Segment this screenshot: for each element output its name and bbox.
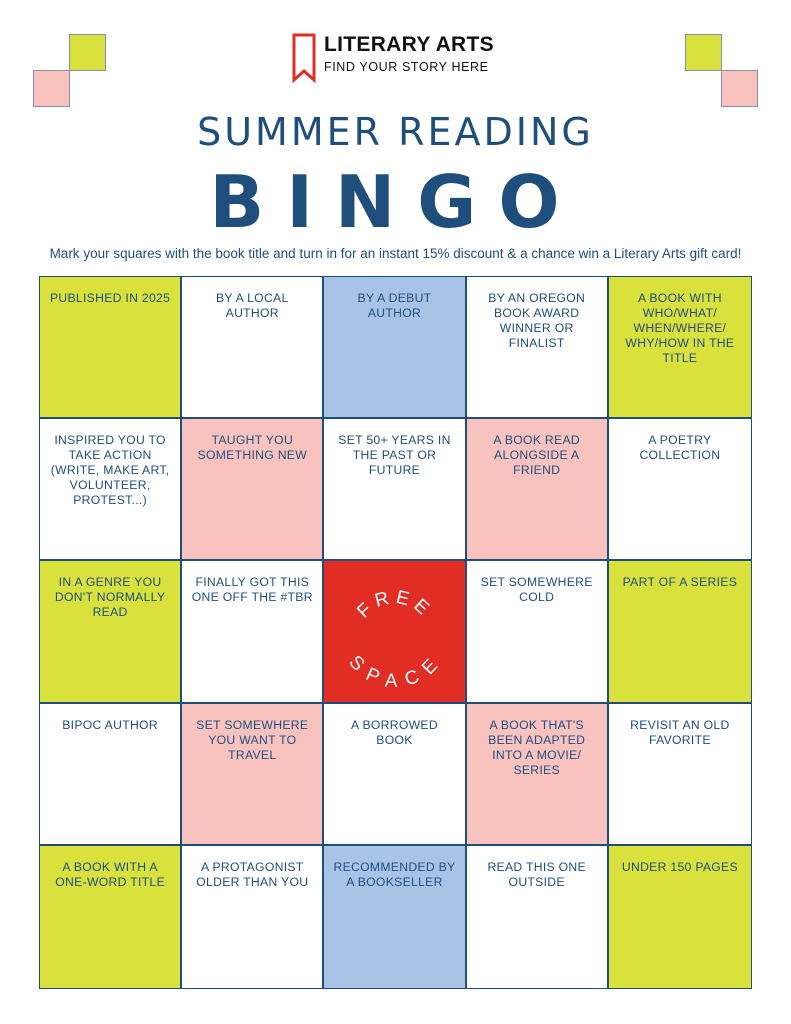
- bookmark-icon: [292, 33, 316, 83]
- bingo-square[interactable]: [609, 704, 751, 846]
- instructions-text: Mark your squares with the book title and turn in for an instant 15% discount & a chance win a Literary Arts gift card!: [49, 246, 742, 261]
- bingo-square-label: A POETRY COLLECTION: [639, 433, 721, 463]
- free-label-bottom: SPACE: [344, 652, 446, 693]
- bingo-square[interactable]: [40, 846, 182, 988]
- bingo-square[interactable]: [182, 704, 324, 846]
- bingo-square-label: BY AN OREGON BOOK AWARD WINNER OR FINALIST: [488, 291, 586, 350]
- bingo-square[interactable]: [324, 277, 466, 419]
- bingo-square[interactable]: [609, 846, 751, 988]
- bingo-square-label: SET SOMEWHERE YOU WANT TO TRAVEL: [196, 717, 309, 762]
- bingo-square[interactable]: [182, 277, 324, 419]
- corner-square-top-left-pink: [33, 70, 70, 107]
- bingo-square-label: A PROTAGONIST OLDER THAN YOU: [196, 859, 309, 889]
- bingo-square[interactable]: [182, 846, 324, 988]
- bingo-square-label: REVISIT AN OLD FAVORITE: [630, 717, 730, 747]
- bingo-square[interactable]: [467, 846, 609, 988]
- bingo-square[interactable]: [40, 704, 182, 846]
- bingo-square[interactable]: [609, 561, 751, 703]
- bingo-square[interactable]: [40, 277, 182, 419]
- free-label-top: FREE: [353, 587, 438, 623]
- bingo-free-space[interactable]: [324, 561, 466, 703]
- bingo-square[interactable]: [324, 704, 466, 846]
- bingo-square[interactable]: [324, 846, 466, 988]
- bingo-square[interactable]: [467, 419, 609, 561]
- corner-square-top-left-lime: [69, 34, 106, 71]
- logo-title: LITERARY ARTS: [324, 33, 494, 56]
- bingo-square[interactable]: [182, 561, 324, 703]
- bingo-square[interactable]: [40, 561, 182, 703]
- bingo-square[interactable]: [40, 419, 182, 561]
- corner-square-top-right-lime: [685, 34, 722, 71]
- bingo-square[interactable]: [467, 561, 609, 703]
- bingo-square[interactable]: [324, 419, 466, 561]
- page-title: SUMMER READING: [197, 110, 594, 154]
- bingo-square-label: INSPIRED YOU TO TAKE ACTION (WRITE, MAKE ART, VOLUNTEER, PROTEST...): [50, 433, 170, 508]
- free-space-graphic: [324, 561, 465, 702]
- bingo-square-label: TAUGHT YOU SOMETHING NEW: [197, 433, 308, 463]
- bingo-square[interactable]: [182, 419, 324, 561]
- bingo-square-label: A BOOK READ ALONGSIDE A FRIEND: [493, 433, 580, 478]
- bingo-square-label: SET 50+ YEARS IN THE PAST OR FUTURE: [338, 433, 451, 478]
- bingo-square-label: PUBLISHED IN 2025: [49, 291, 171, 305]
- bingo-square-label: A BOOK WITH WHO/WHAT/ WHEN/WHERE/ WHY/HOW IN THE TITLE: [625, 291, 735, 365]
- logo-tagline: FIND YOUR STORY HERE: [324, 60, 489, 74]
- bingo-square-label: RECOMMENDED BY A BOOKSELLER: [333, 859, 456, 889]
- bingo-square-label: READ THIS ONE OUTSIDE: [487, 859, 586, 889]
- bingo-square-label: SET SOMEWHERE COLD: [480, 575, 593, 605]
- bingo-square-label: BIPOC AUTHOR: [62, 717, 158, 732]
- bingo-square-label: BY A DEBUT AUTHOR: [357, 291, 432, 320]
- bingo-square[interactable]: [609, 277, 751, 419]
- bingo-square-label: IN A GENRE YOU DON'T NORMALLY READ: [54, 575, 166, 620]
- corner-square-top-right-pink: [721, 70, 758, 107]
- bingo-square-label: UNDER 150 PAGES: [621, 859, 738, 874]
- bingo-square[interactable]: [609, 419, 751, 561]
- literary-arts-logo: [292, 33, 494, 83]
- bingo-square-label: BY A LOCAL AUTHOR: [216, 291, 289, 320]
- bingo-square[interactable]: [467, 704, 609, 846]
- bingo-heading: BINGO: [209, 160, 582, 244]
- bingo-square-label: A BORROWED BOOK: [351, 717, 438, 747]
- bingo-square-label: FINALLY GOT THIS ONE OFF THE #TBR: [191, 575, 313, 605]
- bingo-grid: [39, 276, 752, 989]
- bingo-square-label: A BOOK THAT'S BEEN ADAPTED INTO A MOVIE/ SERIES: [488, 717, 586, 777]
- bingo-square-label: PART OF A SERIES: [622, 575, 738, 590]
- bingo-square[interactable]: [467, 277, 609, 419]
- bingo-square-label: A BOOK WITH A ONE-WORD TITLE: [55, 859, 165, 889]
